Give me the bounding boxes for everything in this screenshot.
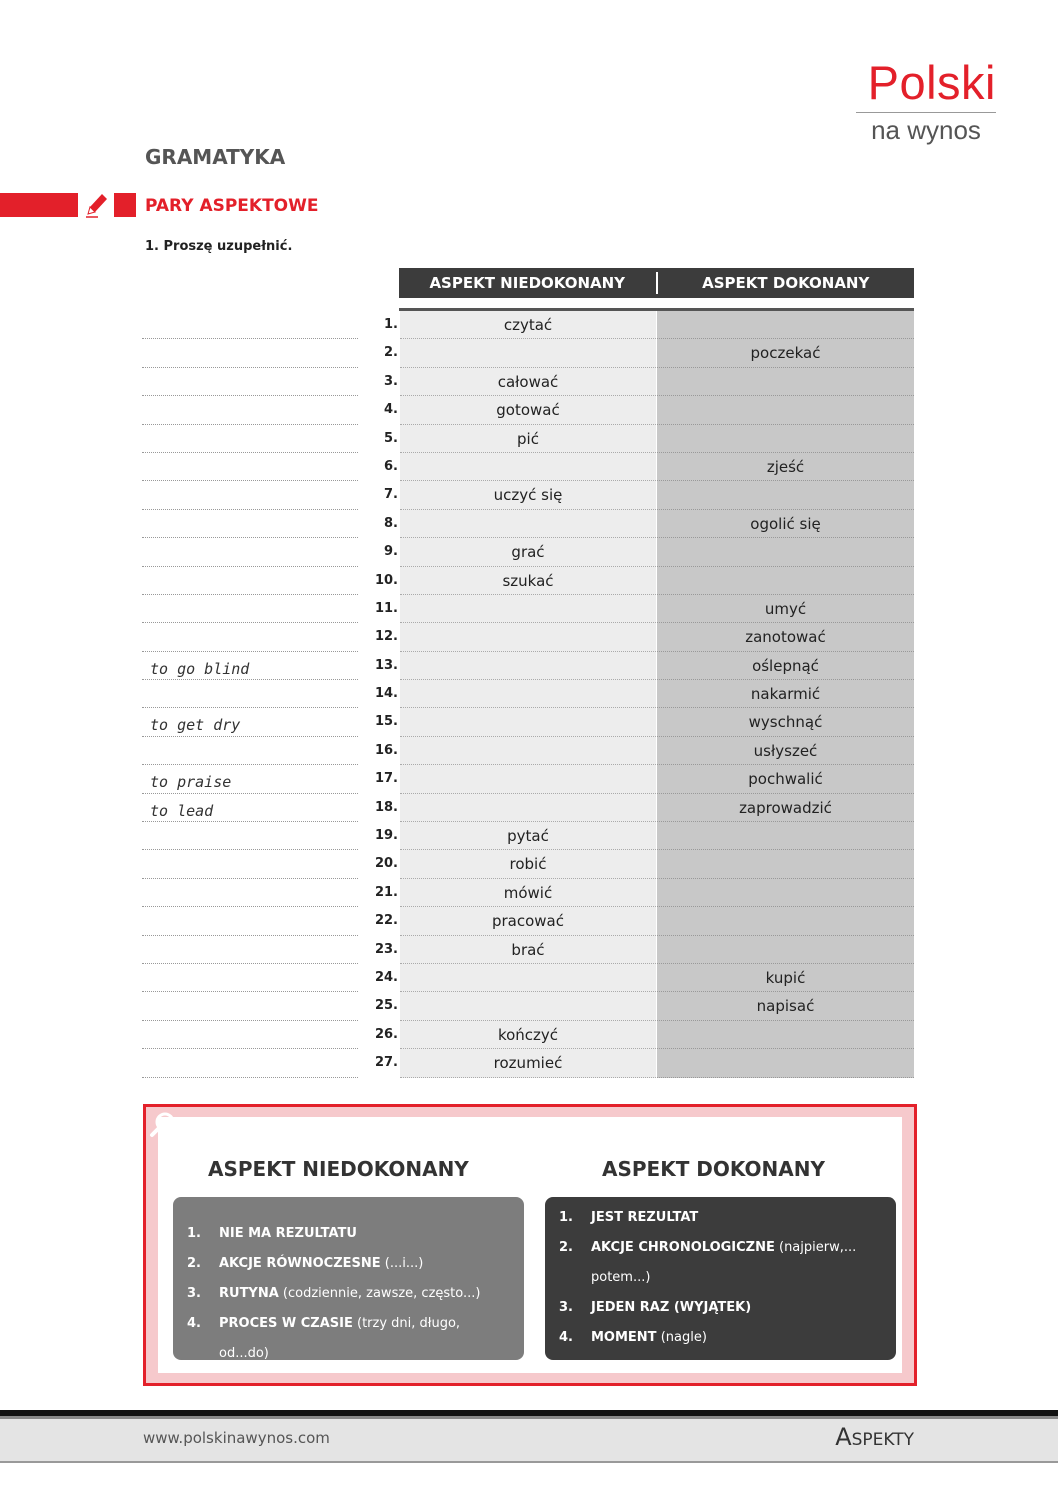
table-row — [142, 425, 914, 453]
note-line: to go blind — [142, 652, 358, 680]
note-line — [142, 339, 358, 367]
imperfective-cell — [400, 794, 656, 822]
note-line — [142, 737, 358, 765]
rule-item — [187, 1219, 514, 1249]
note-line — [142, 964, 358, 992]
rule-item — [559, 1233, 886, 1263]
perfective-cell: usłyszeć — [657, 737, 914, 765]
imperfective-cell: rozumieć — [400, 1049, 656, 1077]
table-row — [142, 567, 914, 595]
accent-block — [114, 193, 136, 217]
header-perfective: ASPEKT DOKONANY — [702, 274, 870, 292]
perfective-cell — [657, 481, 914, 509]
row-number: 7. — [384, 487, 398, 503]
note-line — [142, 481, 358, 509]
table-row — [142, 1021, 914, 1049]
note-line — [142, 425, 358, 453]
subsection-title: PARY ASPEKTOWE — [145, 196, 319, 216]
rule-number: 3. — [187, 1286, 201, 1301]
rule-detail: potem...) — [591, 1270, 651, 1285]
imperfective-cell — [400, 992, 656, 1020]
perfective-cell — [657, 311, 914, 339]
rule-number: 3. — [559, 1300, 573, 1315]
perfective-cell: poczekać — [657, 339, 914, 367]
rule-number: 1. — [559, 1210, 573, 1225]
rule-number: 2. — [187, 1256, 201, 1271]
note-line — [142, 368, 358, 396]
table-row — [142, 652, 914, 680]
rule-detail: (codziennie, zawsze, często...) — [278, 1286, 481, 1301]
note-line — [142, 680, 358, 708]
info-title-perfective: ASPEKT DOKONANY — [602, 1157, 825, 1181]
rule-number: 1. — [187, 1226, 201, 1241]
row-number: 16. — [374, 742, 398, 758]
perfective-cell: zanotować — [657, 623, 914, 651]
perfective-cell: zaprowadzić — [657, 794, 914, 822]
info-box — [143, 1104, 917, 1386]
table-row — [142, 936, 914, 964]
perfective-cell — [657, 396, 914, 424]
row-number: 25. — [374, 998, 398, 1014]
row-number: 11. — [374, 600, 398, 616]
note-line — [142, 453, 358, 481]
imperfective-cell — [400, 453, 656, 481]
imperfective-card — [173, 1197, 524, 1360]
row-number: 18. — [374, 799, 398, 815]
rule-item — [187, 1309, 514, 1369]
rule-text — [219, 1249, 423, 1279]
perfective-cell — [657, 1049, 914, 1077]
imperfective-cell: robić — [400, 850, 656, 878]
row-number: 19. — [374, 828, 398, 844]
perfective-cell: zjeść — [657, 453, 914, 481]
info-title-imperfective: ASPEKT NIEDOKONANY — [208, 1157, 469, 1181]
rule-item — [559, 1203, 886, 1233]
imperfective-cell — [400, 680, 656, 708]
rule-item — [559, 1263, 886, 1293]
rule-keyword: PROCES W CZASIE — [219, 1316, 353, 1331]
table-row — [142, 765, 914, 793]
table-row — [142, 453, 914, 481]
rule-item — [559, 1293, 886, 1323]
imperfective-cell: uczyć się — [400, 481, 656, 509]
imperfective-cell: pić — [400, 425, 656, 453]
row-number: 9. — [384, 544, 398, 560]
rule-text — [219, 1309, 514, 1369]
rule-number — [559, 1263, 591, 1293]
row-number: 6. — [384, 458, 398, 474]
rule-detail: (trzy dni, długo, od...do) — [219, 1316, 461, 1361]
rule-text — [591, 1263, 650, 1293]
rule-keyword: AKCJE RÓWNOCZESNE — [219, 1256, 381, 1271]
imperfective-cell — [400, 510, 656, 538]
perfective-cell: kupić — [657, 964, 914, 992]
row-number: 27. — [374, 1055, 398, 1071]
table-row — [142, 623, 914, 651]
rule-detail: (najpierw,... — [774, 1240, 857, 1255]
section-title: GRAMATYKA — [145, 145, 286, 169]
imperfective-cell — [400, 765, 656, 793]
row-number: 4. — [384, 402, 398, 418]
perfective-cell — [657, 538, 914, 566]
note-line — [142, 936, 358, 964]
rule-text — [591, 1323, 707, 1353]
table-row — [142, 794, 914, 822]
rule-keyword: AKCJE CHRONOLOGICZNE — [591, 1240, 775, 1255]
note-line — [142, 1049, 358, 1077]
note-line — [142, 396, 358, 424]
perfective-cell: napisać — [657, 992, 914, 1020]
note-line — [142, 822, 358, 850]
perfective-cell: wyschnąć — [657, 708, 914, 736]
imperfective-cell: szukać — [400, 567, 656, 595]
accent-bar — [0, 193, 78, 217]
row-number: 1. — [384, 317, 398, 332]
perfective-cell — [657, 1021, 914, 1049]
table-header — [399, 268, 914, 298]
row-number: 2. — [384, 345, 398, 361]
note-line — [142, 992, 358, 1020]
note-line — [142, 850, 358, 878]
header-imperfective: ASPEKT NIEDOKONANY — [429, 274, 626, 292]
imperfective-cell: kończyć — [400, 1021, 656, 1049]
note-line: to lead — [142, 794, 358, 822]
perfective-cell — [657, 879, 914, 907]
imperfective-cell — [400, 964, 656, 992]
exercise-instruction: 1. Proszę uzupełnić. — [145, 239, 293, 254]
note-line — [142, 623, 358, 651]
brand-tagline: na wynos — [856, 112, 996, 145]
rule-detail: (...i...) — [380, 1256, 424, 1271]
imperfective-cell: czytać — [400, 311, 656, 339]
perfective-cell — [657, 822, 914, 850]
row-number: 21. — [374, 884, 398, 900]
imperfective-cell — [400, 339, 656, 367]
row-number: 13. — [374, 657, 398, 673]
perfective-cell — [657, 907, 914, 935]
imperfective-cell: brać — [400, 936, 656, 964]
imperfective-cell: pytać — [400, 822, 656, 850]
imperfective-cell — [400, 623, 656, 651]
rule-text — [591, 1293, 751, 1323]
table-row — [142, 737, 914, 765]
verb-table — [142, 311, 914, 1078]
rule-number: 4. — [559, 1330, 573, 1345]
page-footer — [0, 1419, 1058, 1463]
rule-keyword: MOMENT — [591, 1330, 657, 1345]
imperfective-cell: pracować — [400, 907, 656, 935]
brand-name: Polski — [867, 56, 996, 109]
imperfective-cell: gotować — [400, 396, 656, 424]
imperfective-cell — [400, 708, 656, 736]
table-row — [142, 708, 914, 736]
perfective-cell: ogolić się — [657, 510, 914, 538]
table-row — [142, 964, 914, 992]
imperfective-cell: mówić — [400, 879, 656, 907]
row-number: 23. — [374, 941, 398, 957]
rule-text — [591, 1203, 698, 1233]
rule-keyword: JEDEN RAZ (WYJĄTEK) — [591, 1300, 752, 1315]
table-row — [142, 481, 914, 509]
table-row — [142, 538, 914, 566]
imperfective-cell: grać — [400, 538, 656, 566]
rule-item — [187, 1249, 514, 1279]
row-number: 26. — [374, 1026, 398, 1042]
note-line — [142, 311, 358, 339]
table-row — [142, 510, 914, 538]
pencil-icon — [84, 190, 110, 218]
table-row — [142, 992, 914, 1020]
rule-keyword: RUTYNA — [219, 1286, 279, 1301]
rule-text — [591, 1233, 856, 1263]
table-row — [142, 850, 914, 878]
table-row — [142, 879, 914, 907]
row-number: 10. — [374, 572, 398, 588]
row-number: 8. — [384, 515, 398, 531]
perfective-card — [545, 1197, 896, 1360]
row-number: 12. — [374, 629, 398, 645]
note-line — [142, 538, 358, 566]
perfective-cell: pochwalić — [657, 765, 914, 793]
note-line: to get dry — [142, 708, 358, 736]
row-number: 14. — [374, 686, 398, 702]
footer-topic: Aspekty — [835, 1423, 914, 1451]
row-number: 17. — [374, 771, 398, 787]
table-row — [142, 311, 914, 339]
row-number: 22. — [374, 913, 398, 929]
perfective-cell: nakarmić — [657, 680, 914, 708]
note-line — [142, 595, 358, 623]
imperfective-cell — [400, 595, 656, 623]
rule-number: 4. — [187, 1316, 201, 1331]
note-line — [142, 510, 358, 538]
rule-keyword: NIE MA REZULTATU — [219, 1226, 357, 1241]
note-line — [142, 907, 358, 935]
rule-detail: (nagle) — [656, 1330, 707, 1345]
imperfective-cell — [400, 737, 656, 765]
row-number: 5. — [384, 430, 398, 446]
rule-item — [187, 1279, 514, 1309]
note-line — [142, 567, 358, 595]
perfective-cell — [657, 936, 914, 964]
rule-text — [219, 1279, 480, 1309]
imperfective-cell — [400, 652, 656, 680]
brand-logo — [856, 58, 996, 145]
perfective-rules — [559, 1203, 886, 1353]
perfective-cell — [657, 850, 914, 878]
perfective-cell — [657, 567, 914, 595]
table-row — [142, 368, 914, 396]
table-row — [142, 339, 914, 367]
note-line — [142, 1021, 358, 1049]
perfective-cell — [657, 425, 914, 453]
table-row — [142, 1049, 914, 1077]
rule-keyword: JEST REZULTAT — [591, 1210, 699, 1225]
row-number: 24. — [374, 969, 398, 985]
rule-text — [219, 1219, 357, 1249]
info-panel — [158, 1117, 902, 1373]
rule-item — [559, 1323, 886, 1353]
note-line: to praise — [142, 765, 358, 793]
imperfective-rules — [187, 1219, 514, 1369]
row-number: 15. — [374, 714, 398, 730]
footer-url: www.polskinawynos.com — [143, 1429, 330, 1447]
row-number: 3. — [384, 373, 398, 389]
imperfective-cell: całować — [400, 368, 656, 396]
rule-number: 2. — [559, 1240, 573, 1255]
table-row — [142, 822, 914, 850]
perfective-cell — [657, 368, 914, 396]
table-row — [142, 907, 914, 935]
table-row — [142, 396, 914, 424]
row-number: 20. — [374, 856, 398, 872]
perfective-cell: umyć — [657, 595, 914, 623]
table-row — [142, 680, 914, 708]
perfective-cell: oślepnąć — [657, 652, 914, 680]
note-line — [142, 879, 358, 907]
table-row — [142, 595, 914, 623]
